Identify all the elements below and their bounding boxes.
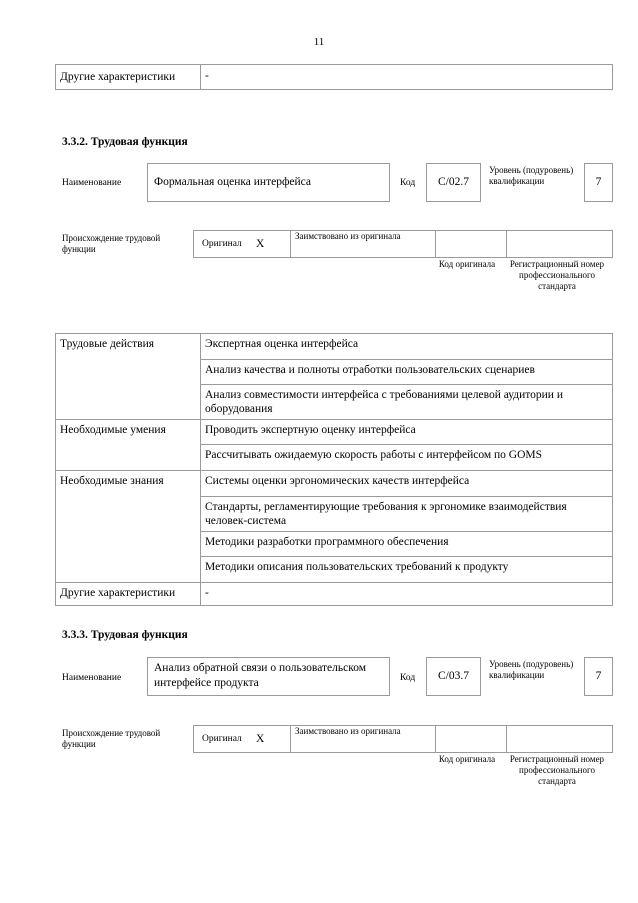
knowledge-label: Необходимые знания — [56, 471, 201, 583]
level-label-2: Уровень (подуровень) квалификации — [489, 659, 574, 680]
origin-label-2: Происхождение трудовой функции — [62, 728, 161, 749]
origin-table-1 — [193, 230, 613, 258]
function-name-1: Формальная оценка интерфейса — [154, 176, 312, 188]
section-title-332: 3.3.2. Трудовая функция — [62, 136, 188, 148]
original-label-2: Оригинал — [194, 726, 257, 753]
action-item: Анализ совместимости интерфейса с требованиями целевой аудитории и оборудования — [201, 385, 613, 420]
knowledge-item: Системы оценки эргономических качеств интерфейса — [201, 471, 613, 497]
code-label-2: Код — [400, 673, 416, 683]
skill-item: Рассчитывать ожидаемую скорость работы с интерфейсом по GOMS — [201, 445, 613, 471]
reg-number-cell-1 — [507, 231, 613, 258]
reg-number-cell-2 — [507, 726, 613, 753]
other-value: - — [201, 583, 613, 606]
work-table-332 — [55, 333, 613, 606]
name-label-2: Наименование — [62, 673, 122, 683]
code-box-1 — [426, 163, 481, 202]
other-characteristics-table — [55, 64, 613, 90]
knowledge-item: Методики разработки программного обеспечения — [201, 532, 613, 557]
origin-label-1: Происхождение трудовой функции — [62, 233, 161, 254]
code-label-1: Код — [400, 178, 416, 188]
code-value-1: C/02.7 — [438, 176, 469, 188]
borrowed-label-1: Заимствовано из оригинала — [291, 231, 436, 258]
original-label-1: Оригинал — [194, 231, 257, 258]
knowledge-item: Стандарты, регламентирующие требования к эргономике взаимодействия человек-система — [201, 497, 613, 532]
original-mark-2: X — [256, 726, 291, 753]
borrowed-label-2: Заимствовано из оригинала — [291, 726, 436, 753]
reg-number-caption-1: Регистрационный номер профессионального стандарта — [509, 259, 605, 291]
level-value-1: 7 — [595, 176, 602, 188]
level-label-1: Уровень (подуровень) квалификации — [489, 165, 574, 186]
action-item: Экспертная оценка интерфейса — [201, 334, 613, 360]
knowledge-item: Методики описания пользовательских требований к продукту — [201, 557, 613, 583]
other-characteristics-label: Другие характеристики — [56, 65, 201, 90]
action-item: Анализ качества и полноты отработки пользовательских сценариев — [201, 360, 613, 385]
function-name-box-2 — [147, 657, 390, 696]
actions-label: Трудовые действия — [56, 334, 201, 420]
name-label-1: Наименование — [62, 178, 122, 188]
code-value-2: C/03.7 — [438, 670, 469, 682]
level-box-1 — [584, 163, 613, 202]
level-value-2: 7 — [595, 670, 602, 682]
section-title-333: 3.3.3. Трудовая функция — [62, 629, 188, 641]
orig-code-caption-2: Код оригинала — [438, 754, 496, 764]
orig-code-caption-1: Код оригинала — [438, 259, 496, 269]
original-mark-1: X — [256, 231, 291, 258]
skills-label: Необходимые умения — [56, 420, 201, 471]
orig-code-cell-1 — [436, 231, 507, 258]
page-number: 11 — [313, 36, 325, 48]
origin-table-2 — [193, 725, 613, 753]
function-name-2: Анализ обратной связи о пользовательском интерфейсе продукта — [154, 662, 367, 689]
reg-number-caption-2: Регистрационный номер профессионального стандарта — [509, 754, 605, 786]
other-characteristics-value: - — [201, 65, 613, 90]
orig-code-cell-2 — [436, 726, 507, 753]
code-box-2 — [426, 657, 481, 696]
skill-item: Проводить экспертную оценку интерфейса — [201, 420, 613, 445]
function-name-box-1 — [147, 163, 390, 202]
level-box-2 — [584, 657, 613, 696]
other-label: Другие характеристики — [56, 583, 201, 606]
